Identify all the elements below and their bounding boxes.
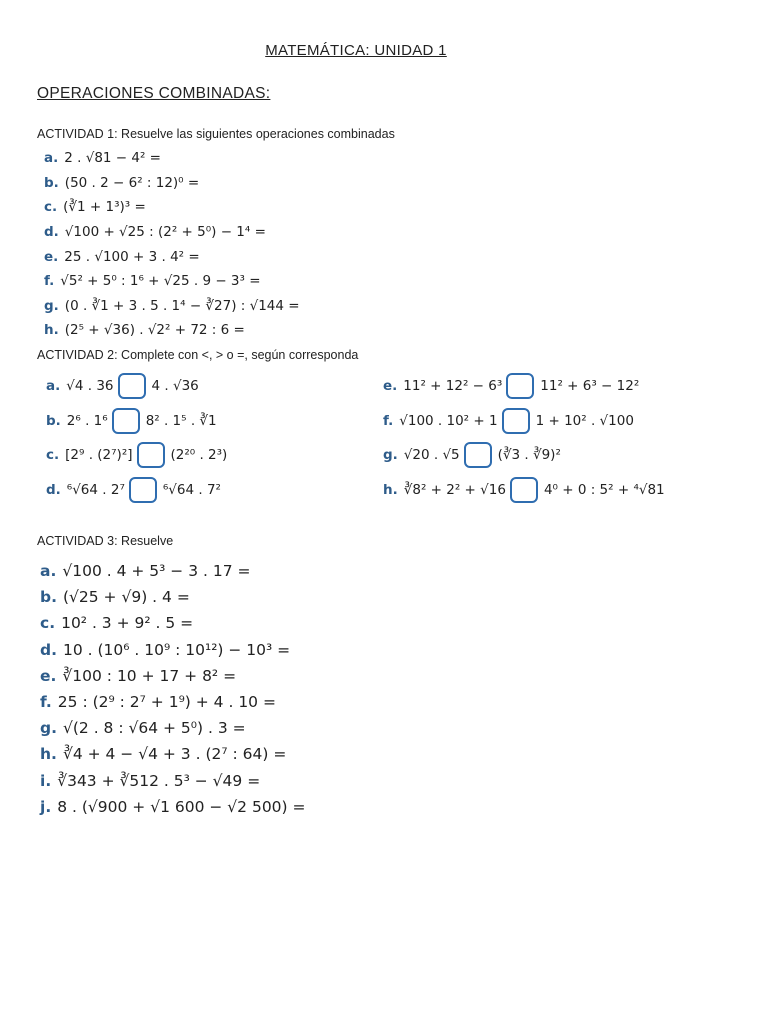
comparison-left-expression: 11² + 12² − 6³ bbox=[403, 378, 503, 395]
exercise-expression: ∛4 + 4 − √4 + 3 . (2⁷ : 64) = bbox=[62, 745, 287, 764]
comparison-left-expression: 2⁶ . 1⁶ bbox=[66, 412, 108, 429]
exercise-letter: e. bbox=[383, 378, 398, 395]
activity2-left-column bbox=[46, 369, 227, 507]
exercise-item bbox=[44, 244, 300, 269]
answer-box[interactable] bbox=[464, 442, 492, 468]
exercise-expression: √5² + 5⁰ : 1⁶ + √25 . 9 − 3³ = bbox=[60, 273, 261, 290]
comparison-right-expression: 4 . √36 bbox=[151, 378, 199, 395]
section-subtitle: OPERACIONES COMBINADAS: bbox=[37, 85, 271, 102]
exercise-item bbox=[44, 269, 300, 294]
exercise-item bbox=[44, 220, 300, 245]
exercise-item bbox=[44, 146, 300, 171]
exercise-letter: f. bbox=[383, 412, 394, 429]
comparison-right-expression: 8² . 1⁵ . ∛1 bbox=[145, 412, 217, 429]
exercise-letter: b. bbox=[44, 174, 59, 191]
exercise-letter: h. bbox=[383, 482, 398, 499]
comparison-item bbox=[46, 473, 227, 508]
exercise-expression: (50 . 2 − 6² : 12)⁰ = bbox=[64, 174, 200, 191]
exercise-item bbox=[40, 610, 306, 636]
answer-box[interactable] bbox=[502, 408, 530, 434]
activity1-label: ACTIVIDAD 1: Resuelve las siguientes operaciones combinadas bbox=[37, 127, 395, 141]
activity3-exercises bbox=[40, 558, 306, 820]
exercise-letter: d. bbox=[40, 640, 57, 659]
activity1-exercises bbox=[44, 146, 300, 343]
comparison-left-expression: √20 . √5 bbox=[403, 447, 460, 464]
exercise-letter: g. bbox=[44, 297, 59, 314]
exercise-expression: 25 . √100 + 3 . 4² = bbox=[64, 248, 200, 265]
exercise-item bbox=[44, 195, 300, 220]
exercise-expression: 10 . (10⁶ . 10⁹ : 10¹²) − 10³ = bbox=[62, 640, 291, 659]
exercise-item bbox=[40, 768, 306, 794]
comparison-left-expression: √100 . 10² + 1 bbox=[399, 412, 498, 429]
comparison-right-expression: 1 + 10² . √100 bbox=[535, 412, 634, 429]
answer-box[interactable] bbox=[137, 442, 165, 468]
exercise-letter: e. bbox=[40, 666, 57, 685]
activity3-label: ACTIVIDAD 3: Resuelve bbox=[37, 534, 174, 548]
exercise-item bbox=[40, 741, 306, 767]
exercise-letter: h. bbox=[44, 322, 59, 339]
comparison-right-expression: 4⁰ + 0 : 5² + ⁴√81 bbox=[543, 482, 665, 499]
exercise-letter: g. bbox=[383, 447, 398, 464]
comparison-item bbox=[46, 438, 227, 473]
exercise-letter: b. bbox=[40, 588, 57, 607]
exercise-expression: (∛1 + 1³)³ = bbox=[63, 199, 146, 216]
exercise-expression: √(2 . 8 : √64 + 5⁰) . 3 = bbox=[62, 719, 246, 738]
answer-box[interactable] bbox=[506, 373, 534, 399]
exercise-letter: f. bbox=[40, 693, 52, 712]
exercise-item bbox=[40, 715, 306, 741]
comparison-left-expression: ⁶√64 . 2⁷ bbox=[66, 482, 125, 499]
exercise-letter: h. bbox=[40, 745, 57, 764]
exercise-letter: i. bbox=[40, 771, 52, 790]
exercise-letter: j. bbox=[40, 797, 52, 816]
exercise-expression: 2 . √81 − 4² = bbox=[64, 150, 161, 167]
page-title: MATEMÁTICA: UNIDAD 1 bbox=[265, 42, 447, 59]
exercise-item bbox=[44, 171, 300, 196]
exercise-item bbox=[44, 318, 300, 343]
exercise-expression: 8 . (√900 + √1 600 − √2 500) = bbox=[57, 797, 306, 816]
exercise-expression: 10² . 3 + 9² . 5 = bbox=[61, 614, 194, 633]
exercise-letter: b. bbox=[46, 412, 61, 429]
activity2-label: ACTIVIDAD 2: Complete con <, > o =, según corresponda bbox=[37, 348, 359, 362]
comparison-right-expression: (2²⁰ . 2³) bbox=[170, 447, 228, 464]
exercise-expression: (0 . ∛1 + 3 . 5 . 1⁴ − ∛27) : √144 = bbox=[64, 297, 300, 314]
exercise-expression: (√25 + √9) . 4 = bbox=[62, 588, 190, 607]
exercise-item bbox=[40, 584, 306, 610]
answer-box[interactable] bbox=[112, 408, 140, 434]
exercise-letter: f. bbox=[44, 273, 55, 290]
answer-box[interactable] bbox=[510, 477, 538, 503]
exercise-letter: c. bbox=[44, 199, 58, 216]
exercise-expression: 25 : (2⁹ : 2⁷ + 1⁹) + 4 . 10 = bbox=[57, 693, 276, 712]
comparison-item bbox=[383, 438, 665, 473]
exercise-letter: a. bbox=[46, 378, 61, 395]
comparison-left-expression: [2⁹ . (2⁷)²] bbox=[65, 447, 133, 464]
exercise-letter: d. bbox=[46, 482, 61, 499]
exercise-letter: d. bbox=[44, 224, 59, 241]
answer-box[interactable] bbox=[129, 477, 157, 503]
exercise-item bbox=[40, 558, 306, 584]
exercise-letter: a. bbox=[44, 150, 59, 167]
exercise-expression: ∛343 + ∛512 . 5³ − √49 = bbox=[57, 771, 261, 790]
exercise-letter: a. bbox=[40, 562, 57, 581]
comparison-right-expression: ⁶√64 . 7² bbox=[162, 482, 221, 499]
exercise-item bbox=[44, 294, 300, 319]
comparison-item bbox=[383, 473, 665, 508]
exercise-expression: √100 . 4 + 5³ − 3 . 17 = bbox=[62, 562, 251, 581]
comparison-right-expression: 11² + 6³ − 12² bbox=[540, 378, 640, 395]
exercise-item bbox=[40, 663, 306, 689]
comparison-right-expression: (∛3 . ∛9)² bbox=[497, 447, 561, 464]
comparison-item bbox=[46, 369, 227, 404]
exercise-item bbox=[40, 637, 306, 663]
exercise-letter: c. bbox=[46, 447, 60, 464]
comparison-item bbox=[46, 404, 227, 439]
exercise-item bbox=[40, 689, 306, 715]
comparison-item bbox=[383, 404, 665, 439]
exercise-item bbox=[40, 794, 306, 820]
exercise-letter: e. bbox=[44, 248, 59, 265]
comparison-item bbox=[383, 369, 665, 404]
comparison-left-expression: ∛8² + 2² + √16 bbox=[403, 482, 506, 499]
exercise-expression: √100 + √25 : (2² + 5⁰) − 1⁴ = bbox=[64, 224, 266, 241]
exercise-letter: c. bbox=[40, 614, 56, 633]
activity2-right-column bbox=[383, 369, 665, 507]
exercise-expression: (2⁵ + √36) . √2² + 72 : 6 = bbox=[64, 322, 245, 339]
exercise-letter: g. bbox=[40, 719, 57, 738]
comparison-left-expression: √4 . 36 bbox=[66, 378, 114, 395]
exercise-expression: ∛100 : 10 + 17 + 8² = bbox=[62, 666, 237, 685]
answer-box[interactable] bbox=[118, 373, 146, 399]
